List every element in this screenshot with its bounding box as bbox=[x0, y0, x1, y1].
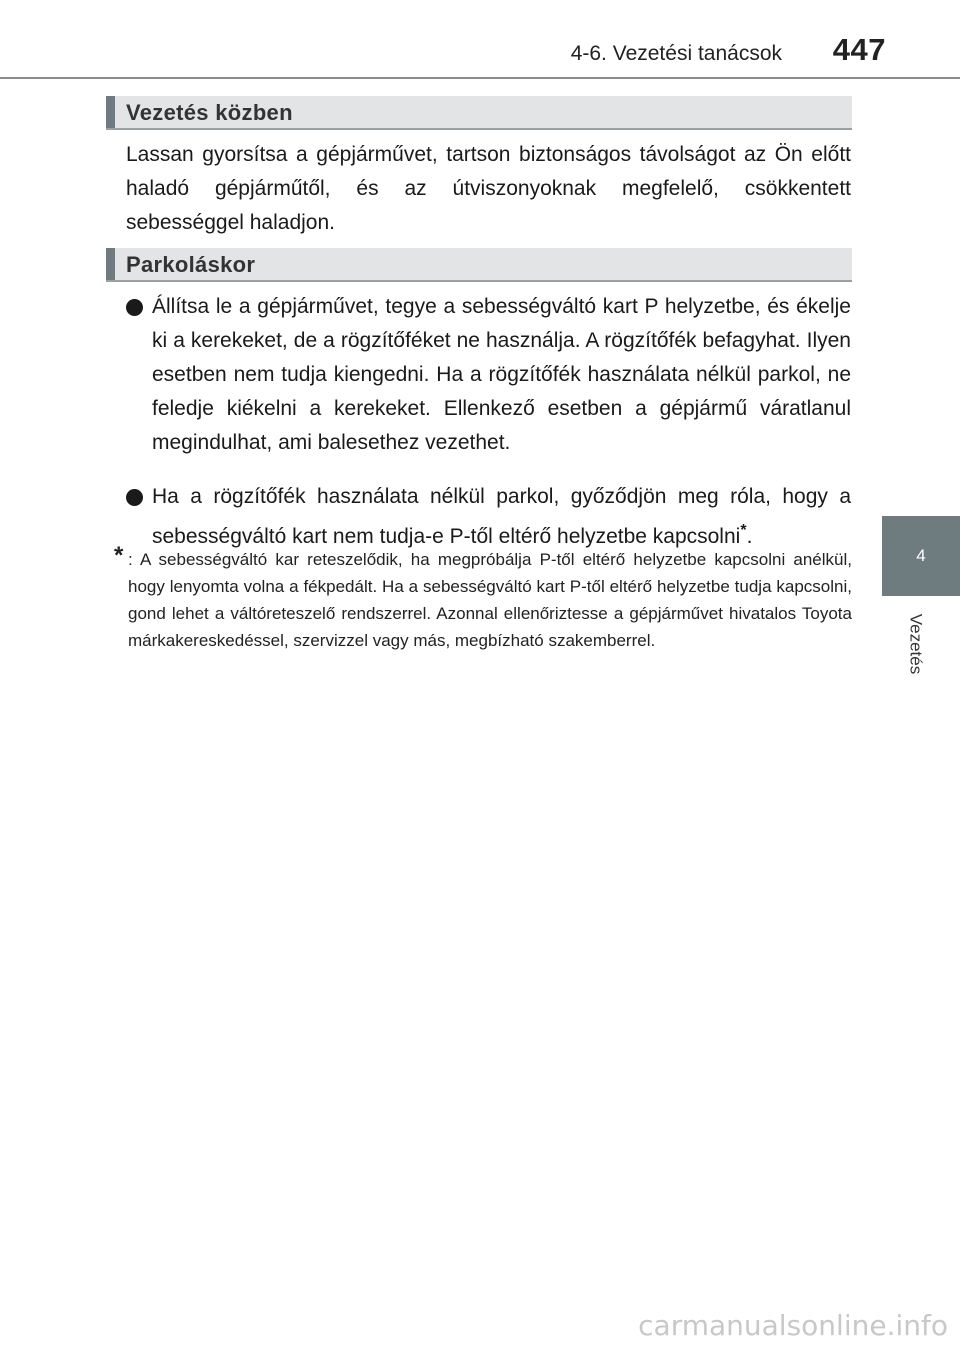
footnote-text: : A sebességváltó kar reteszelődik, ha megpróbálja P-től eltérő helyzetbe kapcsolni anélkül, hogy lenyomta volna a fékpedált. Ha a sebességváltó kart P-től eltérő helyzetbe tudja kapcsolni, gond lehet a váltóreteszelő rendszerrel. Azonnal ellenőriztesse a gépjárművet hivatalos Toyota márkakereskedéssel, szervizzel vagy más, megbízható szakemberrel. bbox=[128, 550, 852, 650]
section-heading-bar bbox=[106, 248, 115, 280]
section-heading-label: Vezetés közben bbox=[126, 100, 293, 125]
bullet-text-wrap bbox=[152, 480, 851, 554]
footnote-reference[interactable]: * bbox=[740, 522, 747, 539]
section-heading-label: Parkoláskor bbox=[126, 252, 256, 277]
chapter-name-label bbox=[904, 604, 926, 684]
header-section-title: 4-6. Vezetési tanácsok bbox=[570, 42, 782, 65]
chapter-number: 4 bbox=[916, 546, 926, 565]
bullet-dot bbox=[126, 489, 143, 506]
bullet-end-punctuation: . bbox=[746, 525, 753, 548]
section-heading-parking bbox=[106, 248, 852, 282]
bullet-text: Ha a rögzítőfék használata nélkül parkol, győződjön meg róla, hogy a sebességváltó kart nem tudja-e P-től eltérő helyzetbe kapcsolni bbox=[152, 485, 851, 548]
footnote bbox=[114, 542, 852, 654]
page-number: 447 bbox=[832, 32, 886, 67]
list-item bbox=[126, 480, 851, 554]
header-rule bbox=[0, 77, 960, 79]
section-heading-driving bbox=[106, 96, 852, 130]
section-heading-bar bbox=[106, 96, 115, 128]
bullet-dot bbox=[126, 299, 143, 316]
footnote-mark: * bbox=[114, 542, 124, 569]
watermark: carmanualsonline.info bbox=[638, 1309, 948, 1342]
driving-paragraph: Lassan gyorsítsa a gépjárművet, tartson biztonságos távolságot az Ön előtt haladó gépjárműtől, és az útviszonyoknak megfelelő, csökkentett sebességgel haladjon. bbox=[126, 143, 851, 234]
chapter-name: Vezetés bbox=[906, 613, 925, 675]
chapter-tab[interactable] bbox=[882, 516, 960, 596]
list-item bbox=[126, 290, 851, 460]
bullet-text: Állítsa le a gépjárművet, tegye a sebességváltó kart P helyzetbe, és ékelje ki a kerekeket, de a rögzítőféket ne használja. A rögzítőfék befagyhat. Ilyen esetben nem tudja kiengedni. Ha a rögzítőfék használata nélkül parkol, ne feledje kiékelni a kerekeket. Ellenkező esetben a gépjármű váratlanul megindulhat, ami balesethez vezethet. bbox=[152, 295, 851, 454]
